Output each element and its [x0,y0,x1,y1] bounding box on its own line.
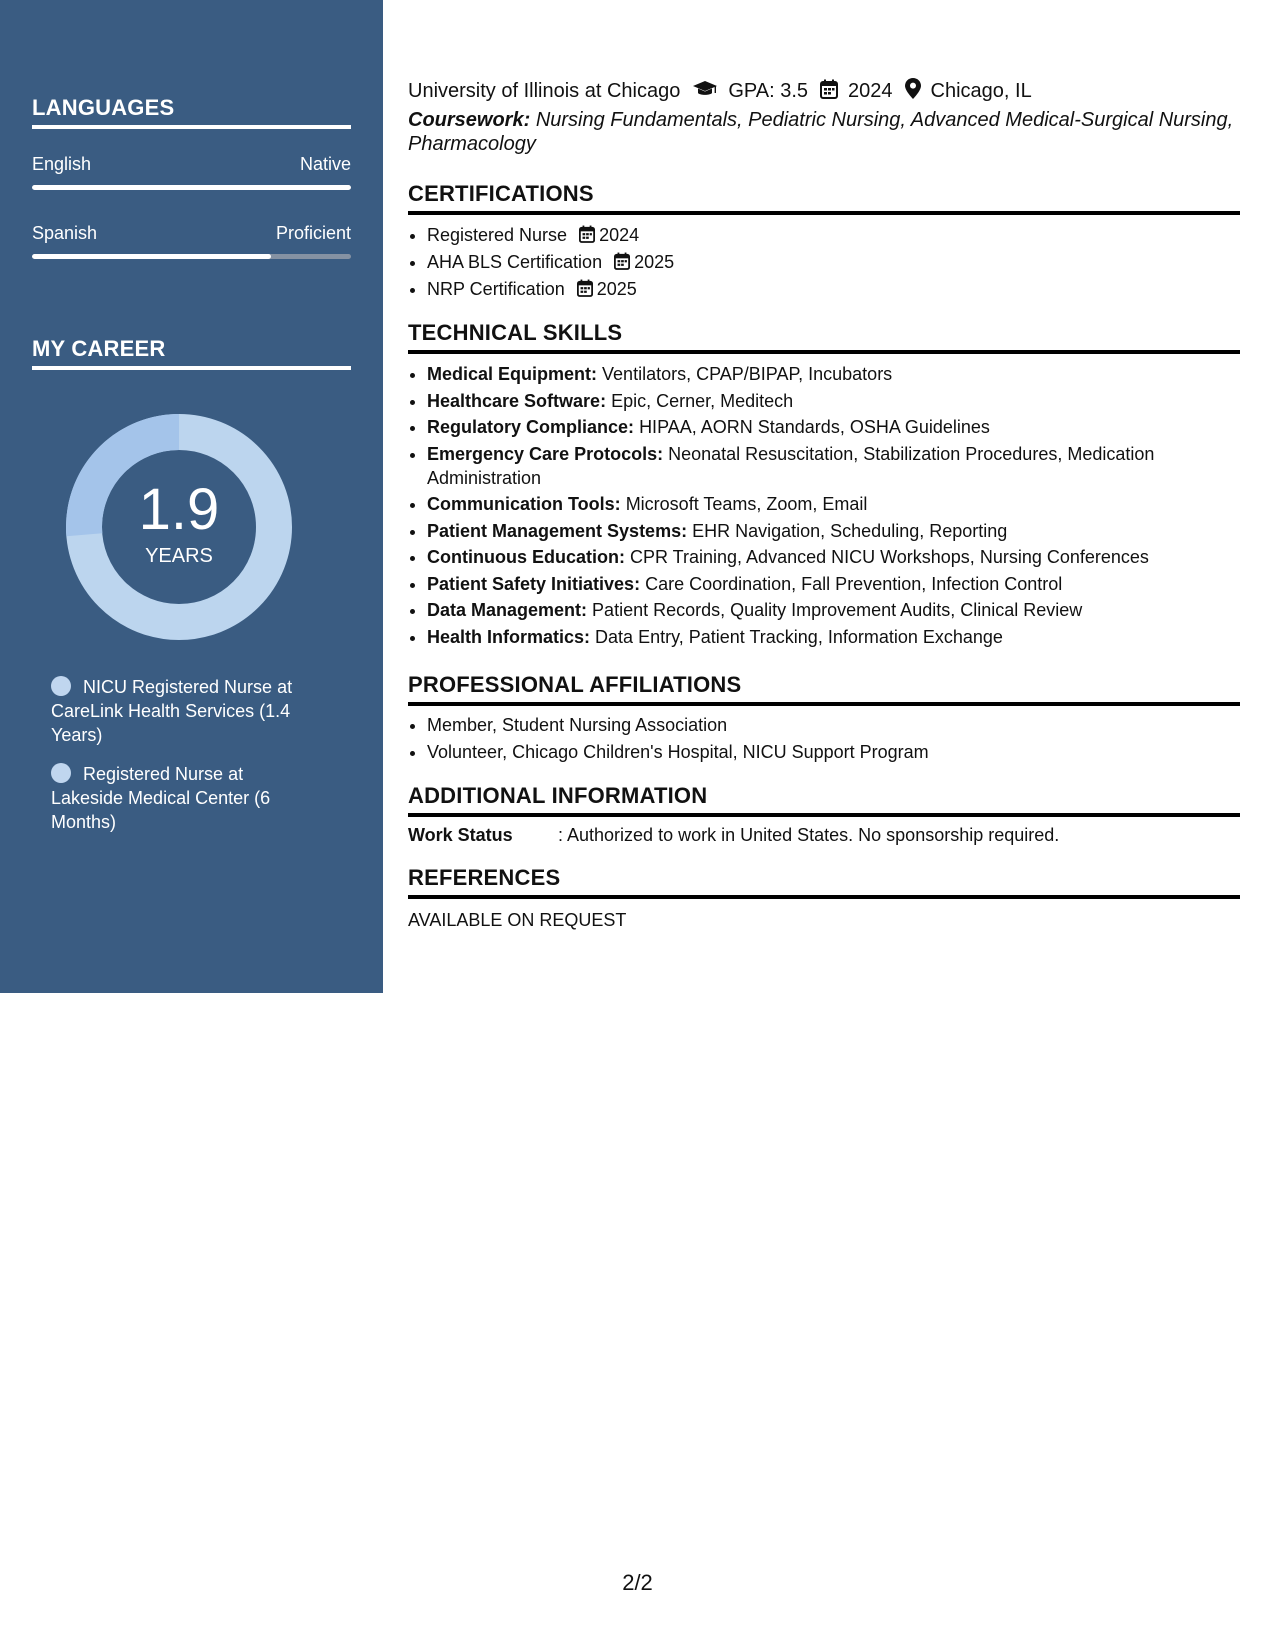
sidebar [0,0,383,993]
list-item [427,519,1227,543]
skill-label: Medical Equipment: [427,364,598,384]
affiliations-heading: PROFESSIONAL AFFILIATIONS [408,672,1240,706]
list-item [427,389,1227,413]
additional-info-heading: ADDITIONAL INFORMATION [408,783,1240,817]
career-heading: MY CAREER [32,336,351,370]
language-bar-english [32,185,351,190]
list-item: • Volunteer, Chicago Children's Hospital, NICU Support Program [427,739,1227,766]
certification-name: AHA BLS Certification [427,252,603,272]
technical-skills-list [408,362,1227,651]
language-name: Spanish [32,223,98,243]
calendar-icon [820,79,838,105]
skill-label: Health Informatics: [427,626,591,647]
legend-dot-icon [51,763,71,783]
references-text: AVAILABLE ON REQUEST [408,910,627,930]
skill-text: Care Coordination, Fall Prevention, Infection Control [645,573,1063,594]
certification-year: 2025 [596,279,637,299]
donut-center [66,414,292,640]
coursework-text: Nursing Fundamentals, Pediatric Nursing, Advanced Medical-Surgical Nursing, Pharmacology [408,109,1234,155]
coursework-label: Coursework: [408,109,531,131]
certifications-list [408,222,1227,303]
skill-label: Continuous Education: [427,547,625,567]
certification-name: Registered Nurse [427,225,568,245]
references-heading: REFERENCES [408,865,1240,899]
certifications-heading: CERTIFICATIONS [408,181,1240,215]
language-bar-spanish [32,254,351,259]
career-donut [66,414,292,640]
career-item-text: Registered Nurse at Lakeside Medical Center (6 Months) [51,764,271,832]
career-item [51,762,311,834]
school-location: Chicago, IL [930,80,1032,102]
language-level: Native [299,154,351,174]
list-item [427,222,1227,249]
skill-text: CPR Training, Advanced NICU Workshops, Nursing Conferences [630,547,1149,567]
calendar-icon [577,278,593,305]
language-row-english [32,154,351,175]
calendar-icon [614,251,630,278]
skill-label: Emergency Care Protocols: [427,443,664,464]
work-status-row [408,825,1059,846]
list-item [427,598,1227,622]
skill-text: HIPAA, AORN Standards, OSHA Guidelines [639,417,990,437]
page-number: 2/2 [622,1570,653,1595]
list-item [427,415,1227,439]
career-item [51,675,311,747]
language-bar-fill [32,254,271,259]
career-item-text: NICU Registered Nurse at CareLink Health Services (1.4 Years) [51,677,293,745]
list-item [427,492,1227,516]
career-years-unit: YEARS [145,544,213,567]
skill-label: Communication Tools: [427,494,621,514]
skill-text: Data Entry, Patient Tracking, Information Exchange [595,626,1003,647]
graduation-year: 2024 [848,80,893,102]
certification-year: 2025 [634,252,675,272]
skill-label: Healthcare Software: [427,390,607,411]
list-item [427,442,1227,490]
skill-label: Patient Safety Initiatives: [427,573,641,594]
legend-dot-icon [51,676,71,696]
certification-name: NRP Certification [427,279,565,299]
list-item [427,249,1227,276]
skill-text: Neonatal Resuscitation, Stabilization Procedures, Medication Administration [427,443,1155,488]
work-status-label: Work Status [408,825,513,845]
affiliations-list [408,712,1227,766]
list-item: • Member, Student Nursing Association [427,712,1227,739]
list-item [427,572,1227,596]
career-years-value: 1.9 [138,476,220,542]
language-name: English [32,154,92,174]
list-item [427,276,1227,303]
list-item [427,545,1227,569]
school-name: University of Illinois at Chicago [408,80,681,102]
calendar-icon [579,224,595,251]
work-status-value: : Authorized to work in United States. No sponsorship required. [558,825,1060,845]
skill-text: EHR Navigation, Scheduling, Reporting [692,520,1008,541]
graduation-cap-icon [692,80,718,104]
languages-heading: LANGUAGES [32,95,351,129]
skill-text: Ventilators, CPAP/BIPAP, Incubators [602,364,893,384]
list-item [427,362,1227,386]
skill-label: Patient Management Systems: [427,520,688,541]
skill-text: Microsoft Teams, Zoom, Email [625,494,868,514]
skill-label: Regulatory Compliance: [427,417,635,437]
skill-label: Data Management: [427,600,588,620]
education-line [408,78,1032,105]
coursework [408,108,1240,156]
skill-text: Epic, Cerner, Meditech [611,390,794,411]
certification-year: 2024 [599,225,640,245]
language-bar-fill [32,185,351,190]
list-item [427,625,1227,649]
skill-text: Patient Records, Quality Improvement Audits, Clinical Review [592,600,1083,620]
gpa: GPA: 3.5 [728,80,809,102]
language-level: Proficient [275,223,351,243]
location-pin-icon [905,78,921,105]
technical-skills-heading: TECHNICAL SKILLS [408,320,1240,354]
language-row-spanish [32,223,351,244]
